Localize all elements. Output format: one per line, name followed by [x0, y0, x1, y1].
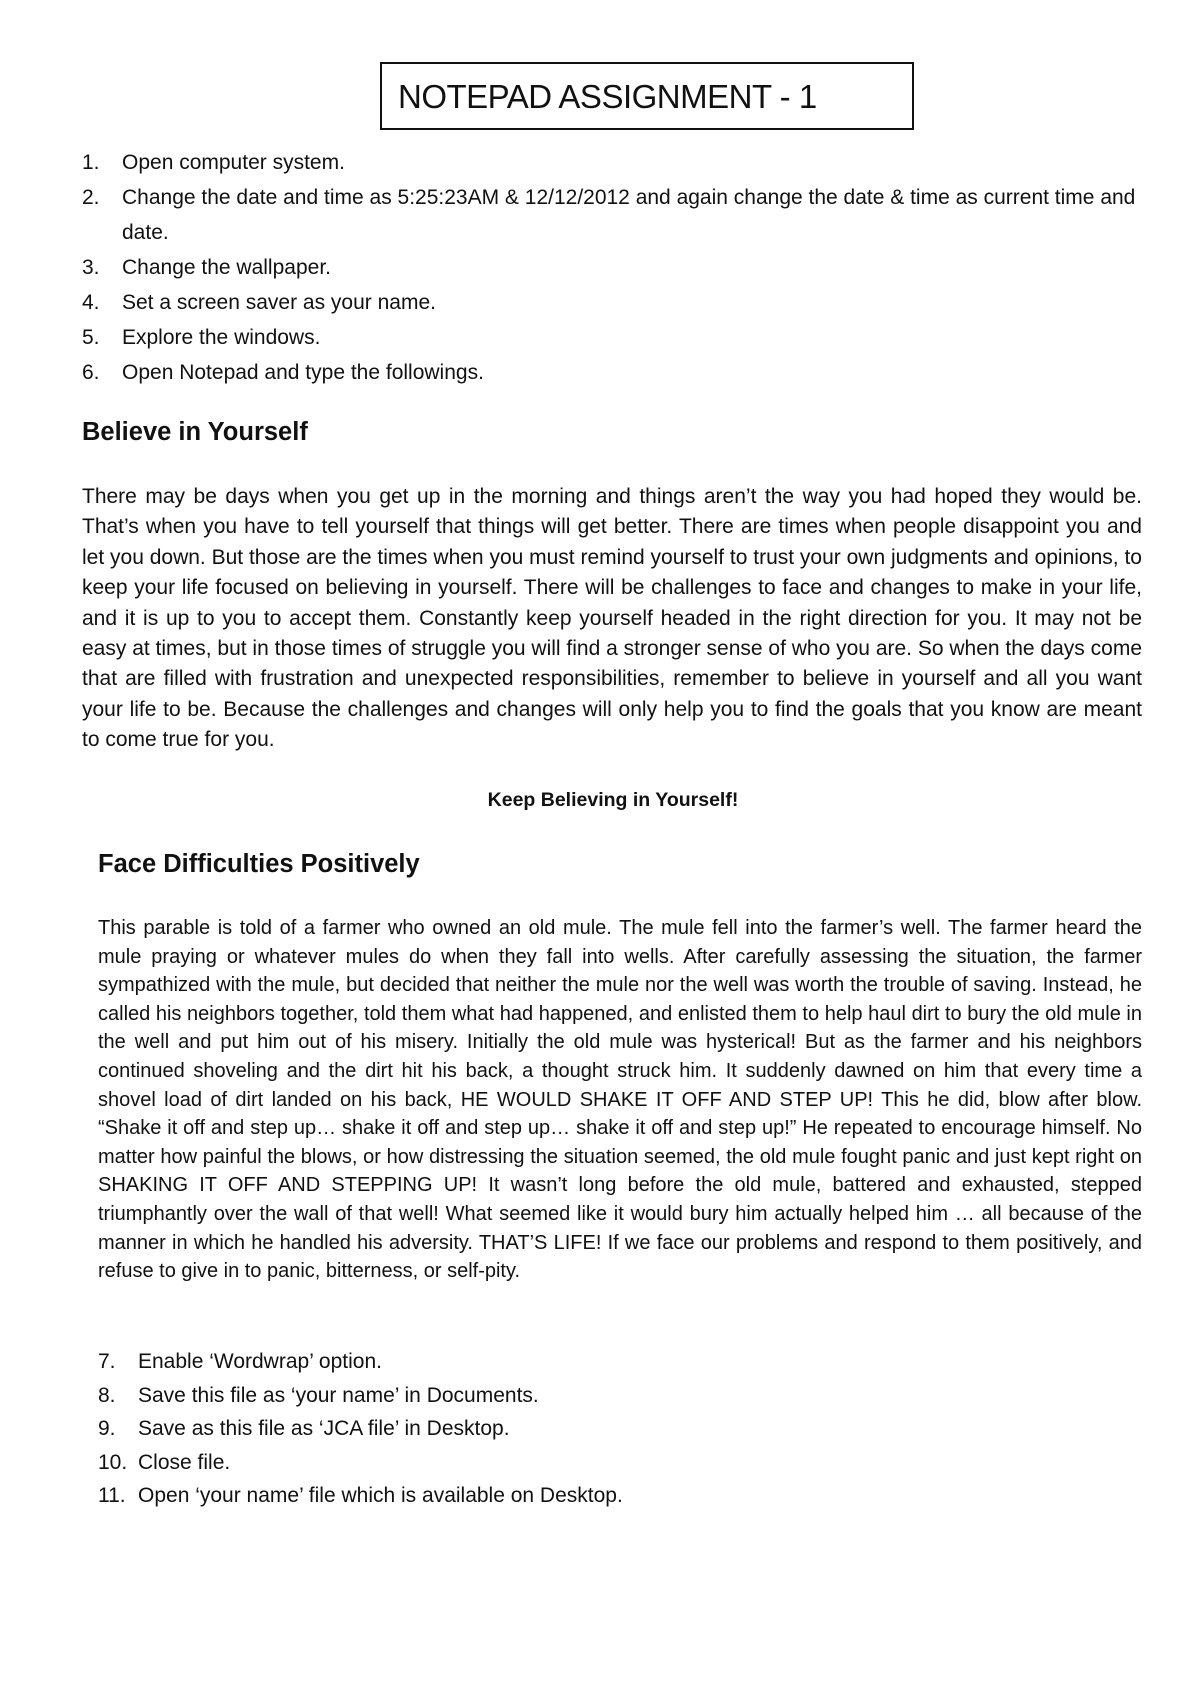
- page-title: NOTEPAD ASSIGNMENT - 1: [380, 62, 914, 130]
- list-item-text: Set a screen saver as your name.: [122, 291, 436, 314]
- list-item-number: 4.: [82, 291, 100, 314]
- list-item-number: 2.: [82, 186, 100, 209]
- list-item-number: 3.: [82, 256, 100, 279]
- list-item: [82, 320, 1142, 355]
- list-item-text: Open ‘your name’ file which is available on Desktop.: [138, 1484, 623, 1507]
- list-item: [82, 285, 1142, 320]
- list-item: [98, 1412, 1138, 1446]
- list-item-text: Save as this file as ‘JCA file’ in Desktop.: [138, 1417, 510, 1440]
- list-item-text: Change the wallpaper.: [122, 256, 331, 279]
- list-item-text: Save this file as ‘your name’ in Documents.: [138, 1383, 539, 1407]
- instruction-list-bottom: [98, 1345, 1138, 1513]
- list-item-number: 8.: [98, 1383, 116, 1407]
- section-heading-believe: Believe in Yourself: [82, 418, 308, 446]
- list-item: [82, 355, 1142, 390]
- instruction-list-top: [82, 145, 1142, 390]
- list-item: [98, 1446, 1138, 1480]
- list-item: [82, 250, 1142, 285]
- list-item: [82, 180, 1142, 250]
- list-item-number: 5.: [82, 326, 100, 349]
- list-item-number: 11.: [98, 1484, 126, 1507]
- list-item-text: Change the date and time as 5:25:23AM & 12/12/2012 and again change the date & time as current time and date.: [122, 186, 1136, 244]
- section-paragraph-difficulties: This parable is told of a farmer who owned an old mule. The mule fell into the farmer’s well. The farmer heard the mule praying or whatever mules do when they fall into wells. After carefully assessing the situation, the farmer sympathized with the mule, but decided that neither the mule nor the well was worth the trouble of saving. Instead, he called his neighbors together, told them what had happened, and enlisted them to help haul dirt to bury the old mule in the well and put him out of his misery. Initially the old mule was hysterical! But as the farmer and his neighbors continued shoveling and the dirt hit his back, a thought struck him. It suddenly dawned on him that every time a shovel load of dirt landed on his back, HE WOULD SHAKE IT OFF AND STEP UP! This he did, blow after blow. “Shake it off and step up… shake it off and step up… shake it off and step up!” He repeated to encourage himself. No matter how painful the blows, or how distressing the situation seemed, the old mule fought panic and just kept right on SHAKING IT OFF AND STEPPING UP! It wasn’t long before the old mule, battered and exhausted, stepped triumphantly over the wall of that well! What seemed like it would bury him actually helped him … all because of the manner in which he handled his adversity. THAT’S LIFE! If we face our problems and respond to them positively, and refuse to give in to panic, bitterness, or self-pity.: [98, 917, 1142, 1283]
- section-heading-difficulties: Face Difficulties Positively: [98, 850, 420, 878]
- list-item-number: 9.: [98, 1417, 116, 1440]
- list-item-text: Enable ‘Wordwrap’ option.: [138, 1350, 382, 1373]
- list-item: [82, 145, 1142, 180]
- section-paragraph-believe: There may be days when you get up in the morning and things aren’t the way you had hoped they would be. That’s when you have to tell yourself that things will get better. There are times when people disappoint you and let you down. But those are the times when you must remind yourself to trust your own judgments and opinions, to keep your life focused on believing in yourself. There will be challenges to face and changes to make in your life, and it is up to you to accept them. Constantly keep yourself headed in the right direction for you. It may not be easy at times, but in those times of struggle you will find a stronger sense of who you are. So when the days come that are filled with frustration and unexpected responsibilities, remember to believe in yourself and all you want your life to be. Because the challenges and changes will only help you to find the goals that you know are meant to come true for you.: [82, 485, 1142, 752]
- list-item-number: 10.: [98, 1450, 128, 1474]
- list-item-text: Explore the windows.: [122, 326, 321, 349]
- list-item: [98, 1379, 1138, 1413]
- list-item-text: Close file.: [138, 1450, 231, 1474]
- list-item-number: 6.: [82, 361, 100, 384]
- list-item-text: Open computer system.: [122, 151, 345, 174]
- list-item-text: Open Notepad and type the followings.: [122, 361, 484, 384]
- list-item: [98, 1479, 1138, 1513]
- list-item-number: 1.: [82, 151, 100, 174]
- list-item: [98, 1345, 1138, 1379]
- list-item-number: 7.: [98, 1350, 116, 1373]
- section-tagline: Keep Believing in Yourself!: [487, 789, 739, 811]
